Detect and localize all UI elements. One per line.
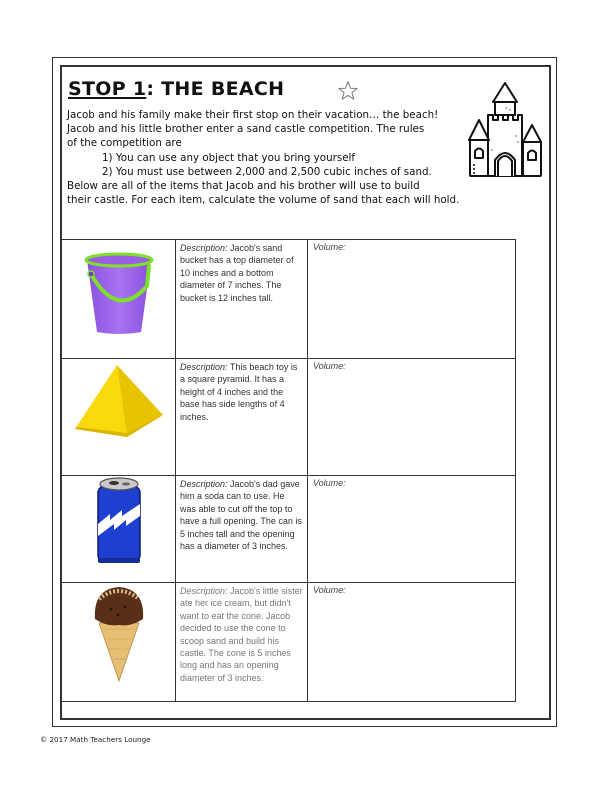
description-label: Description: [180,479,228,489]
soda-can-image [94,476,144,568]
volume-label: Volume: [313,361,346,371]
title-stop-number: STOP 1 [68,78,147,100]
intro-text [67,108,477,207]
pyramid-image [71,359,167,439]
volume-label: Volume: [313,585,346,595]
table-row [62,583,516,702]
item-description [176,476,308,583]
description-text: This beach toy is a square pyramid. It has a height of 4 inches and the base has side lengths of 4 inches. [180,362,298,422]
description-text: Jacob's little sister ate her ice cream, but didn't want to eat the cone. Jacob decided to use the cone to scoop sand and build his castle. The cone is 5 inches long and has an opening diameter of 3 inches. [180,586,303,683]
item-description [176,583,308,702]
description-text: Jacob's sand bucket has a top diameter of 10 inches and a bottom diameter of 7 inches. The bucket is 12 inches tall. [180,243,294,303]
item-description [176,240,308,359]
description-label: Description: [180,362,228,372]
volume-label: Volume: [313,242,346,252]
table-row [62,359,516,476]
item-image-cell [62,359,176,476]
rule-1: 1) You can use any object that you bring yourself [102,151,356,164]
page-title [68,78,284,100]
copyright-footer: © 2017 Math Teachers Lounge [40,735,151,744]
sand-castle-illustration [466,80,544,180]
volume-answer-cell[interactable] [308,476,516,583]
item-description [176,359,308,476]
intro-line: Jacob and his family make their first stop on their vacation… the beach! [67,109,439,121]
intro-line: Below are all of the items that Jacob and his brother will use to build [67,180,420,193]
description-text: Jacob's dad gave him a soda can to use. He was able to cut off the top to have a full opening. The can is 5 inches tall and the opening has a diameter of 3 inches. [180,479,302,552]
table-row [62,240,516,359]
intro-line: Jacob and his little brother enter a sand castle competition. The rules [67,123,425,136]
sand-bucket-image [77,240,161,340]
description-label: Description: [180,243,228,253]
items-table [61,239,516,702]
item-image-cell [62,476,176,583]
title-location: : THE BEACH [146,78,285,100]
volume-answer-cell[interactable] [308,359,516,476]
table-row [62,476,516,583]
description-label: Description: [180,586,228,596]
volume-answer-cell[interactable] [308,583,516,702]
item-image-cell [62,583,176,702]
intro-line: of the competition are [67,137,182,150]
intro-line: their castle. For each item, calculate the volume of sand that each will hold. [67,194,460,207]
star-icon [337,80,359,102]
volume-answer-cell[interactable] [308,240,516,359]
ice-cream-cone-image [91,583,147,683]
item-image-cell [62,240,176,359]
rule-2: 2) You must use between 2,000 and 2,500 cubic inches of sand. [102,165,432,178]
volume-label: Volume: [313,478,346,488]
